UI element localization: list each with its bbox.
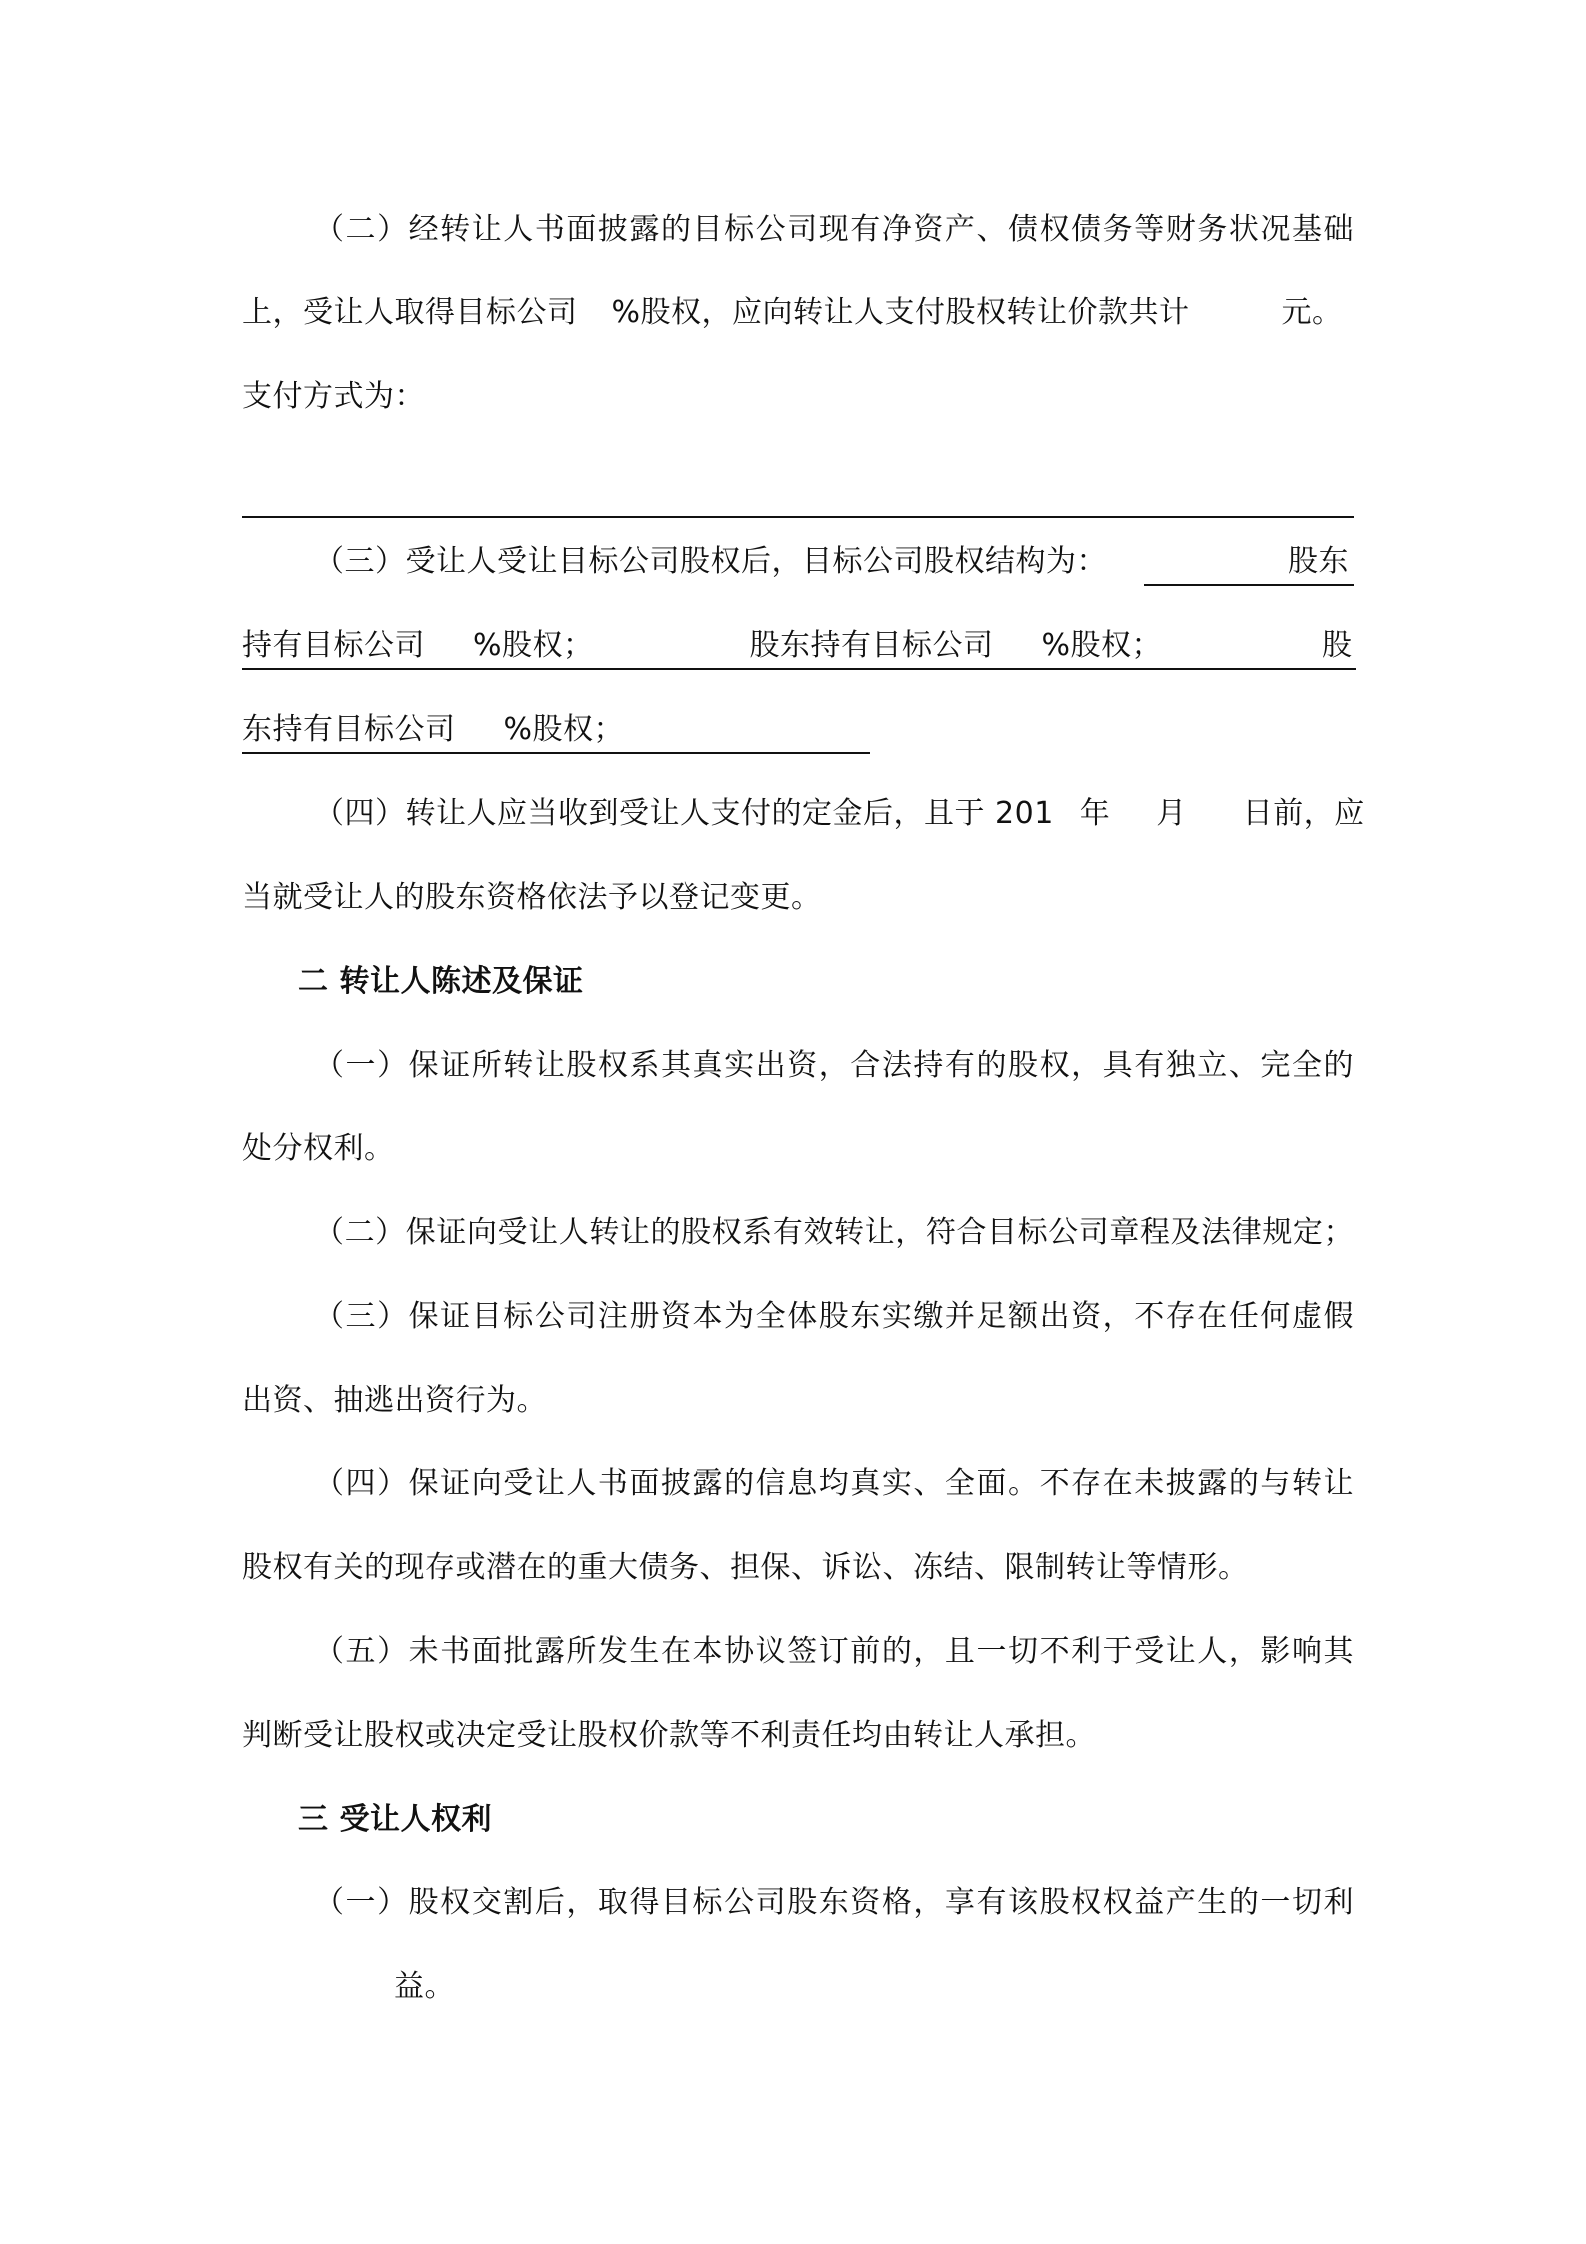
text-fragment: 股: [1322, 628, 1353, 663]
text-fragment: （三）受让人受让目标公司股权后，目标公司股权结构为：: [314, 544, 1107, 579]
text-fragment: 月: [1156, 796, 1187, 831]
blank-fill-line: [242, 668, 1356, 670]
text-fragment: 股东持有目标公司: [749, 628, 994, 663]
blank-fill-line: [242, 516, 1354, 518]
paragraph-line: 判断受让股权或决定受让股权价款等不利责任均由转让人承担。: [242, 1718, 1096, 1753]
text-fragment: 持有目标公司: [242, 628, 425, 663]
section-heading: 二 转让人陈述及保证: [298, 964, 584, 999]
text-fragment: %股权；: [1041, 628, 1163, 663]
paragraph-line: 当就受让人的股东资格依法予以登记变更。: [242, 880, 822, 915]
paragraph-line: [242, 789, 1365, 839]
text-fragment: 上，受让人取得目标公司: [242, 295, 578, 330]
text-fragment: 年: [1079, 796, 1111, 831]
blank-fill-line: [1144, 584, 1354, 586]
paragraph-line: [242, 288, 1354, 338]
paragraph-line: 益。: [394, 1969, 455, 2004]
paragraph-line: [242, 705, 1354, 755]
paragraph-line: （三）保证目标公司注册资本为全体股东实缴并足额出资，不存在任何虚假: [314, 1299, 1354, 1334]
paragraph-line: （二）经转让人书面披露的目标公司现有净资产、债权债务等财务状况基础: [314, 212, 1354, 247]
paragraph-line: 股权有关的现存或潜在的重大债务、担保、诉讼、冻结、限制转让等情形。: [242, 1550, 1249, 1585]
paragraph-line: [242, 537, 1354, 587]
text-fragment: 东持有目标公司: [242, 712, 456, 747]
paragraph-line: （一）保证所转让股权系其真实出资，合法持有的股权，具有独立、完全的: [314, 1048, 1354, 1083]
paragraph-line: （二）保证向受让人转让的股权系有效转让，符合目标公司章程及法律规定；: [314, 1215, 1354, 1250]
paragraph-line: 处分权利。: [242, 1131, 395, 1166]
paragraph-line: 支付方式为：: [242, 379, 425, 414]
paragraph-line: （五）未书面批露所发生在本协议签订前的，且一切不利于受让人，影响其: [314, 1634, 1354, 1669]
section-heading: 三 受让人权利: [298, 1802, 492, 1837]
text-fragment: 日前，应: [1242, 796, 1365, 831]
text-fragment: （四）转让人应当收到受让人支付的定金后，且于 201: [314, 796, 1054, 831]
text-fragment: %股权；: [473, 628, 594, 663]
text-fragment: %股权，应向转让人支付股权转让价款共计: [611, 295, 1190, 330]
blank-fill-line: [242, 752, 870, 754]
text-fragment: 元。: [1281, 295, 1343, 330]
paragraph-line: （一）股权交割后，取得目标公司股东资格，享有该股权权益产生的一切利: [314, 1885, 1354, 1920]
paragraph-line: 出资、抽逃出资行为。: [242, 1383, 547, 1418]
paragraph-line: （四）保证向受让人书面披露的信息均真实、全面。不存在未披露的与转让: [314, 1466, 1354, 1501]
text-fragment: %股权；: [503, 712, 625, 747]
paragraph-line: [242, 621, 1354, 671]
text-fragment: 股东: [1288, 544, 1349, 579]
